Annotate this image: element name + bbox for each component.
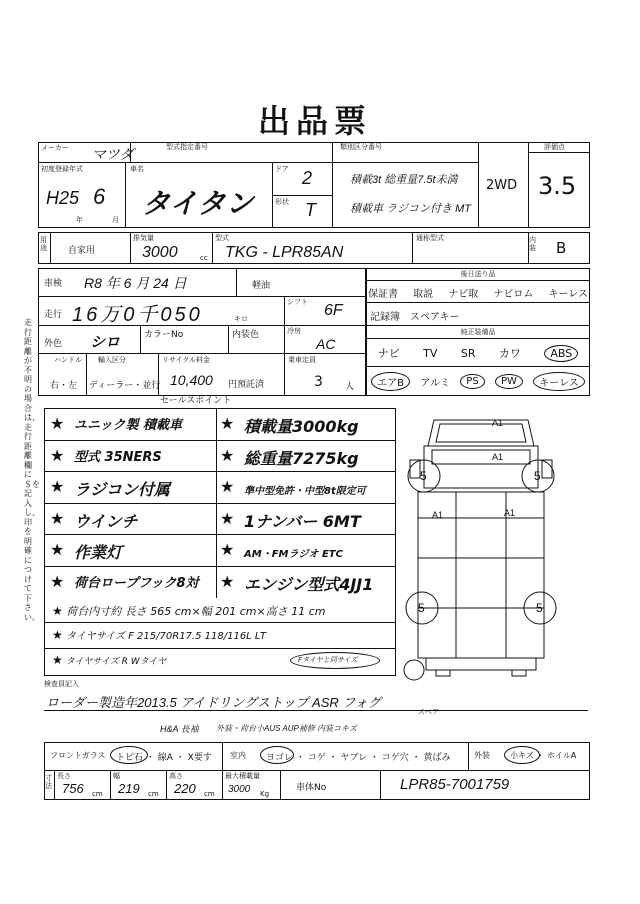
sales-point-left-5: 荷台ロープフック8対: [74, 575, 199, 591]
reg-year: H25: [46, 188, 80, 208]
maker-label: メーカー: [41, 144, 69, 152]
person-unit: 人: [345, 382, 355, 392]
sales-star-right-3: ★: [220, 508, 235, 528]
sales-star-left-5: ★: [50, 571, 65, 591]
sales-title: セールスポイント: [160, 396, 232, 406]
km-unit: キロ: [234, 315, 248, 323]
ac: AC: [316, 336, 336, 352]
sales-star-left-4: ★: [50, 540, 65, 559]
windshield: トビ石 ・ 線A ・ X要す: [116, 753, 212, 763]
recycle-unit: 円預託済: [228, 380, 265, 390]
shape-label: 形状: [275, 198, 289, 206]
side-note: 走行距離が不明の場合は、走行距離欄に＄を記入し、印を明確につけて下さい。: [24, 318, 40, 622]
sales-star-right-1: ★: [220, 445, 235, 465]
width-unit: cm: [148, 790, 159, 798]
handle-label: ハンドル: [54, 356, 82, 364]
five-front-right: 5: [534, 469, 541, 483]
height-unit: cm: [204, 790, 215, 798]
sales-star-left-2: ★: [50, 477, 65, 496]
inspection-label: 車検: [44, 279, 63, 289]
exterior-color-label: 外色: [44, 339, 63, 349]
length-label: 長さ: [57, 772, 71, 780]
drive: 2WD: [486, 178, 518, 193]
width-label: 幅: [113, 772, 120, 780]
use: 自家用: [68, 246, 96, 256]
model-type: TKG - LPR85AN: [225, 244, 344, 261]
cc: cc: [200, 254, 208, 262]
first-reg-label: 初度登録年式: [41, 165, 83, 173]
sales-star-left-0: ★: [50, 414, 65, 433]
month-unit: 月: [112, 216, 119, 224]
doors: 2: [302, 168, 313, 188]
shape: T: [305, 200, 316, 220]
five-front-left: 5: [420, 469, 427, 483]
mileage: 16万0千050: [72, 304, 203, 326]
shift-label: シフト: [287, 298, 308, 306]
interior-color-label: 内装色: [232, 330, 260, 340]
model-code-label: 型式指定番号: [166, 143, 208, 151]
recycle-label: リサイクル料金: [162, 356, 211, 364]
reg-month: 6: [93, 184, 106, 209]
doc-item-1: 取説: [413, 288, 434, 300]
interior-label: 内装: [529, 236, 536, 252]
interior-grade: B: [556, 239, 567, 257]
equip-title: 純正装備品: [460, 328, 496, 336]
equip-item-2: SR: [460, 346, 476, 360]
maxload-label: 最大積載量: [225, 772, 260, 780]
equip-item-2-4: キーレス: [533, 372, 585, 391]
shift: 6F: [324, 302, 343, 319]
doc-item-2-1: スペアキー: [410, 311, 460, 323]
rating-label: 評価点: [544, 143, 565, 151]
chassis-label: 車体No: [296, 783, 327, 793]
a1-label-left: A1: [432, 510, 444, 520]
sales-point-left-0: ユニック製 積載車: [74, 418, 183, 433]
docs-row-1: [368, 282, 588, 302]
tire-front: ★ タイヤサイズ F 215/70R17.5 118/116L LT: [52, 628, 266, 642]
sales-star-left-1: ★: [50, 445, 65, 465]
maxload-unit: Kg: [260, 790, 270, 798]
score: 3.5: [538, 172, 577, 200]
load-desc-2: 積載車 ラジコン付き MT: [350, 203, 471, 215]
five-rear-right: 5: [536, 601, 543, 615]
displacement: 3000: [142, 244, 178, 261]
spare-label: スペア: [418, 708, 439, 716]
chassis-no: LPR85-7001759: [400, 776, 510, 793]
sales-star-right-2: ★: [220, 477, 235, 496]
equip-row-2: [366, 368, 590, 394]
type-label: 型式: [215, 234, 229, 242]
sales-point-right-4: AM・FMラジオ ETC: [244, 549, 343, 560]
inspection-date: R8 年 6 月 24 日: [84, 275, 187, 291]
doc-item-3: ナビロム: [493, 288, 534, 300]
color-no-label: カラーNo: [144, 330, 184, 340]
tire-rear: ★ タイヤサイズ R Wタイヤ: [52, 653, 167, 667]
inspector-label: 検査員記入: [44, 680, 79, 688]
height-label: 高さ: [169, 772, 183, 780]
sales-point-right-3: 1ナンバー 6MT: [244, 511, 361, 531]
displacement-label: 排気量: [133, 234, 154, 242]
equip-item-0: ナビ: [377, 347, 400, 360]
exterior-cond-label: 外装: [474, 751, 490, 760]
height: 220: [174, 781, 196, 796]
equip-item-2-2: PS: [460, 374, 484, 389]
bed-size: ★ 荷台内寸約 長さ 565 cm×幅 201 cm×高さ 11 cm: [52, 604, 326, 618]
sales-star-left-3: ★: [50, 508, 65, 528]
capacity-label: 乗車定員: [288, 356, 316, 364]
sales-star-right-5: ★: [220, 571, 235, 591]
doors-label: ドア: [275, 165, 289, 173]
capacity: 3: [314, 374, 323, 390]
a1-label-top: A1: [492, 418, 504, 428]
handle: 右・左: [50, 381, 78, 391]
doc-item-2: ナビ取: [448, 288, 479, 300]
length: 756: [62, 781, 84, 796]
fuel: 軽油: [252, 281, 271, 291]
ac-label: 冷房: [287, 327, 301, 335]
sales-point-right-2: 準中型免許・中型8t限定可: [244, 486, 366, 497]
equip-item-2-0: エアB: [371, 372, 410, 391]
remarks: ローダー製造年2013.5 アイドリングストップ ASR フォグ: [46, 695, 381, 710]
remarks-2a: H&A 長袖: [160, 724, 199, 734]
interior-cond-label: 室内: [230, 751, 246, 760]
car-name-label: 車名: [130, 165, 144, 173]
sales-point-left-2: ラジコン付属: [74, 480, 171, 499]
equip-item-1: TV: [423, 346, 438, 360]
exterior-color: シロ: [90, 334, 121, 351]
docs-title: 後日送り品: [460, 270, 496, 278]
a1-label-cab: A1: [492, 452, 504, 462]
recycle: 10,400: [170, 372, 213, 388]
sales-point-left-4: 作業灯: [74, 543, 123, 562]
import: ディーラー・並行: [89, 381, 161, 391]
sales-point-left-3: ウインチ: [74, 511, 138, 531]
sales-point-right-5: エンジン型式4JJ1: [244, 574, 374, 594]
windshield-label: フロントガラス: [50, 751, 106, 760]
width: 219: [118, 781, 140, 796]
five-rear-left: 5: [418, 601, 425, 615]
size-label: 寸法: [45, 774, 52, 790]
remarks-2b: 外装・荷台小AUS AUP補修 内装コキズ: [216, 724, 357, 733]
docs-row-2: [370, 305, 460, 325]
sales-point-right-0: 積載量3000kg: [244, 417, 359, 436]
exterior-cond: 小キズ ・ ホイルA: [510, 751, 577, 760]
page-title: 出品票: [257, 102, 372, 140]
equip-item-2-1: アルミ: [420, 377, 450, 389]
equip-item-2-3: PW: [495, 374, 523, 389]
sales-star-right-4: ★: [220, 540, 235, 559]
sales-point-left-1: 型式 35NERS: [74, 449, 162, 465]
a1-label-right: A1: [504, 508, 516, 518]
import-label: 輸入区分: [98, 356, 126, 364]
maker: マツダ: [92, 146, 134, 162]
doc-item-4: キーレス: [548, 288, 588, 300]
year-unit: 年: [76, 216, 83, 224]
equip-item-4: ABS: [544, 345, 578, 362]
car-name: タイタン: [142, 188, 254, 219]
equip-item-3: カワ: [498, 347, 521, 360]
doc-item-2-0: 記録簿: [370, 311, 400, 323]
common-type-label: 通称型式: [416, 234, 444, 242]
use-label: 用途: [40, 236, 47, 252]
equip-row-1: [366, 340, 590, 366]
tire-note: Fタイヤと同サイズ: [298, 656, 358, 664]
category-label: 類別区分番号: [340, 143, 382, 151]
length-unit: cm: [92, 790, 103, 798]
doc-item-0: 保証書: [368, 288, 398, 300]
sales-point-right-1: 総重量7275kg: [244, 448, 359, 468]
load-desc: 積載3t 総重量7.5t未満: [350, 174, 458, 186]
vehicle-diagram: [396, 408, 566, 698]
sales-star-right-0: ★: [220, 414, 235, 433]
mileage-label: 走行: [44, 310, 63, 320]
interior-cond: ヨゴレ ・ コゲ ・ ヤブレ ・ コゲ穴 ・ 黄ばみ: [266, 753, 451, 763]
maxload: 3000: [228, 784, 251, 795]
